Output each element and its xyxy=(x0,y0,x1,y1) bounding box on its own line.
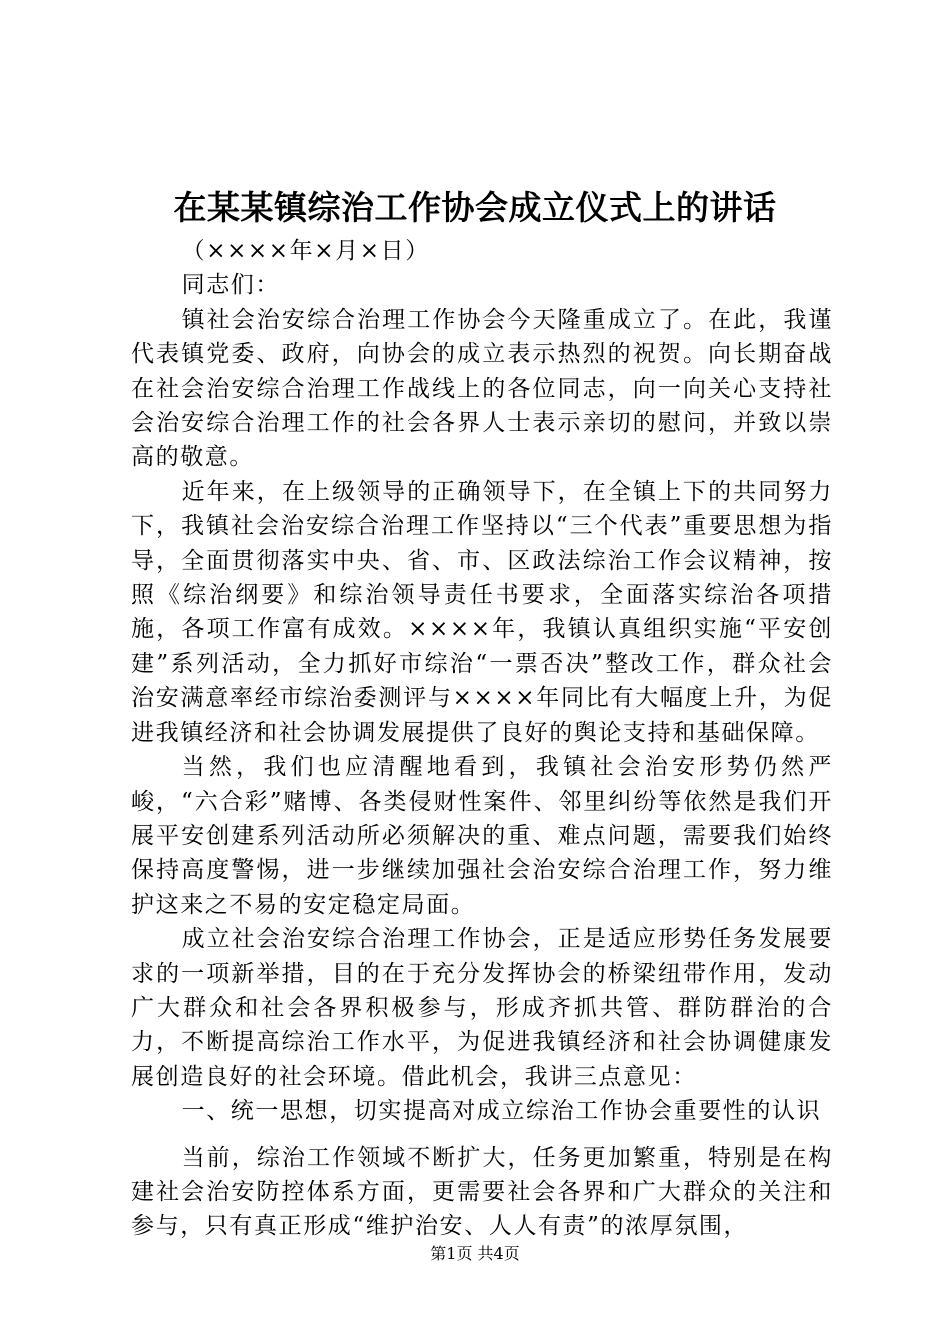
document-date: （××××年×月×日） xyxy=(181,238,430,264)
paragraph-2: 近年来，在上级领导的正确领导下，在全镇上下的共同努力下，我镇社会治安综合治理工作坚持以“三个代表”重要思想为指导，全面贯彻落实中央、省、市、区政法综治工作会议精神，按照《综治纲要》和综治领导责任书要求，全面落实综治各项措施，各项工作富有成效。××××年，我镇认真组织实施“平安创建”系列活动，全力抓好市综治“一票否决”整改工作，群众社会治安满意率经市综治委测评与××××年同比有大幅度上升，为促进我镇经济和社会协调发展提供了良好的舆论支持和基础保障。 xyxy=(131,478,833,746)
paragraph-1: 镇社会治安综合治理工作协会今天隆重成立了。在此，我谨代表镇党委、政府，向协会的成立表示热烈的祝贺。向长期奋战在社会治安综合治理工作战线上的各位同志，向一向关心支持社会治安综合治理工作的社会各界人士表示亲切的慰问，并致以崇高的敬意。 xyxy=(131,306,833,471)
document-title: 在某某镇综治工作协会成立仪式上的讲话 xyxy=(173,188,777,227)
salutation: 同志们： xyxy=(181,272,280,299)
paragraph-5: 当前，综治工作领域不断扩大，任务更加繁重，特别是在构建社会治安防控体系方面，更需要社会各界和广大群众的关注和参与，只有真正形成“维护治安、人人有责”的浓厚氛围， xyxy=(131,1144,833,1240)
paragraph-3: 当然，我们也应清醒地看到，我镇社会治安形势仍然严峻，“六合彩”赌博、各类侵财性案件、邻里纠纷等依然是我们开展平安创建系列活动所必须解决的重、难点问题，需要我们始终保持高度警惕，进一步继续加强社会治安综合治理工作，努力维护这来之不易的安定稳定局面。 xyxy=(131,754,833,918)
page-footer: 第1页 共4页 xyxy=(430,1244,520,1263)
section-heading-1: 一、统一思想，切实提高对成立综治工作协会重要性的认识 xyxy=(181,1098,822,1125)
paragraph-4: 成立社会治安综合治理工作协会，正是适应形势任务发展要求的一项新举措，目的在于充分发挥协会的桥梁纽带作用，发动广大群众和社会各界积极参与，形成齐抓共管、群防群治的合力，不断提高综治工作水平，为促进我镇经济和社会协调健康发展创造良好的社会环境。借此机会，我讲三点意见： xyxy=(131,926,833,1090)
document-body xyxy=(131,234,833,1244)
